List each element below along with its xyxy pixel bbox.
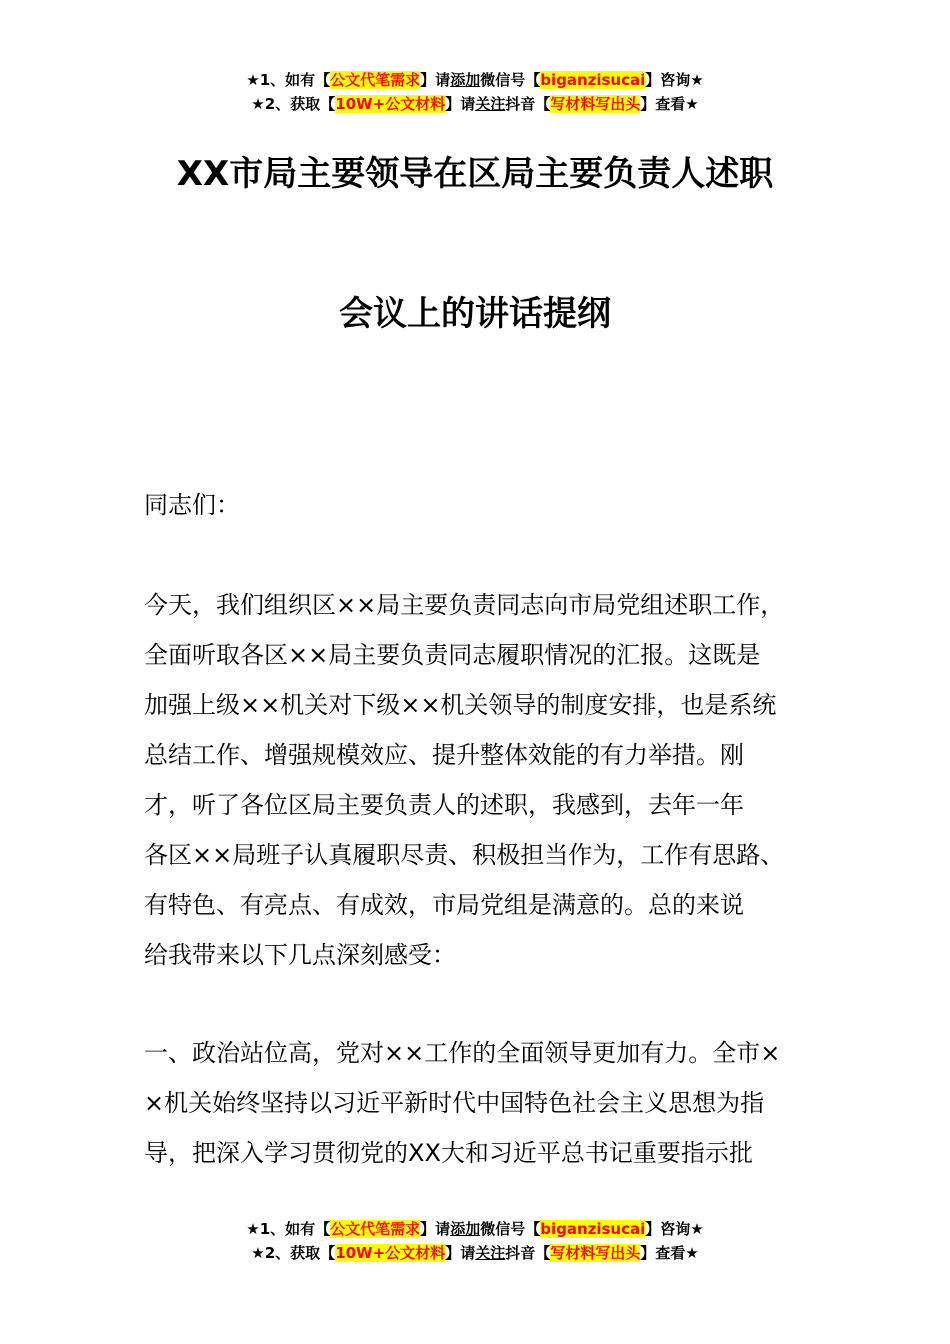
banner-line-1 xyxy=(0,1217,950,1241)
banner-highlight: 10W+公文材料 xyxy=(335,1244,446,1262)
text-line: 今天，我们组织区××局主要负责同志向市局党组述职工作， xyxy=(144,591,785,619)
text-line: 总结工作、增强规模效应、提升整体效能的有力举措。刚 xyxy=(144,741,744,769)
banner-text: 微信号【 xyxy=(480,1220,541,1238)
paragraph-2 xyxy=(144,1028,844,1178)
banner-line-2 xyxy=(0,92,950,116)
banner-highlight: biganzisucai xyxy=(540,71,646,89)
banner-text: 】查看★ xyxy=(640,95,699,113)
text-line: 一、政治站位高，党对××工作的全面领导更加有力。全市× xyxy=(144,1039,781,1067)
banner-highlight: 10W+公文材料 xyxy=(335,95,446,113)
text-line: 有特色、有亮点、有成效，市局党组是满意的。总的来说 xyxy=(144,891,744,919)
banner-highlight: 公文代笔需求 xyxy=(330,1220,421,1238)
salutation: 同志们： xyxy=(144,491,240,519)
text-line: 加强上级××机关对下级××机关领导的制度安排，也是系统 xyxy=(144,691,777,719)
document-title-line-2: 会议上的讲话提纲 xyxy=(339,294,611,334)
banner-text: 】咨询★ xyxy=(645,1220,704,1238)
banner-text: 】请 xyxy=(445,95,476,113)
text-line: 才，听了各位区局主要负责人的述职，我感到，去年一年 xyxy=(144,791,744,819)
document-title-line-1: XX市局主要领导在区局主要负责人述职 xyxy=(176,154,774,194)
paragraph-1 xyxy=(144,580,844,980)
banner-line-2 xyxy=(0,1241,950,1265)
banner-underline: 关注 xyxy=(475,95,506,113)
banner-underline: 关注 xyxy=(475,1244,506,1262)
banner-text: 】咨询★ xyxy=(645,71,704,89)
banner-underline: 添加 xyxy=(450,71,481,89)
banner-text: 】查看★ xyxy=(640,1244,699,1262)
top-banner xyxy=(0,68,950,116)
banner-text: 】请 xyxy=(420,1220,451,1238)
banner-text: 微信号【 xyxy=(480,71,541,89)
banner-line-1 xyxy=(0,68,950,92)
text-line: 导，把深入学习贯彻党的XX大和习近平总书记重要指示批 xyxy=(144,1139,753,1167)
banner-text: ★2、获取【 xyxy=(251,1244,336,1262)
text-line: ×机关始终坚持以习近平新时代中国特色社会主义思想为指 xyxy=(144,1089,765,1117)
banner-highlight: biganzisucai xyxy=(540,1220,646,1238)
banner-highlight: 写材料写出头 xyxy=(550,1244,641,1262)
banner-text: 抖音【 xyxy=(505,95,551,113)
banner-text: ★1、如有【 xyxy=(246,71,331,89)
banner-text: ★1、如有【 xyxy=(246,1220,331,1238)
banner-text: ★2、获取【 xyxy=(251,95,336,113)
banner-highlight: 公文代笔需求 xyxy=(330,71,421,89)
banner-text: 】请 xyxy=(445,1244,476,1262)
bottom-banner xyxy=(0,1217,950,1265)
banner-text: 】请 xyxy=(420,71,451,89)
banner-text: 抖音【 xyxy=(505,1244,551,1262)
text-line: 全面听取各区××局主要负责同志履职情况的汇报。这既是 xyxy=(144,641,761,669)
text-line: 给我带来以下几点深刻感受： xyxy=(144,941,456,969)
text-line: 各区××局班子认真履职尽责、积极担当作为，工作有思路、 xyxy=(144,841,785,869)
banner-underline: 添加 xyxy=(450,1220,481,1238)
banner-highlight: 写材料写出头 xyxy=(550,95,641,113)
